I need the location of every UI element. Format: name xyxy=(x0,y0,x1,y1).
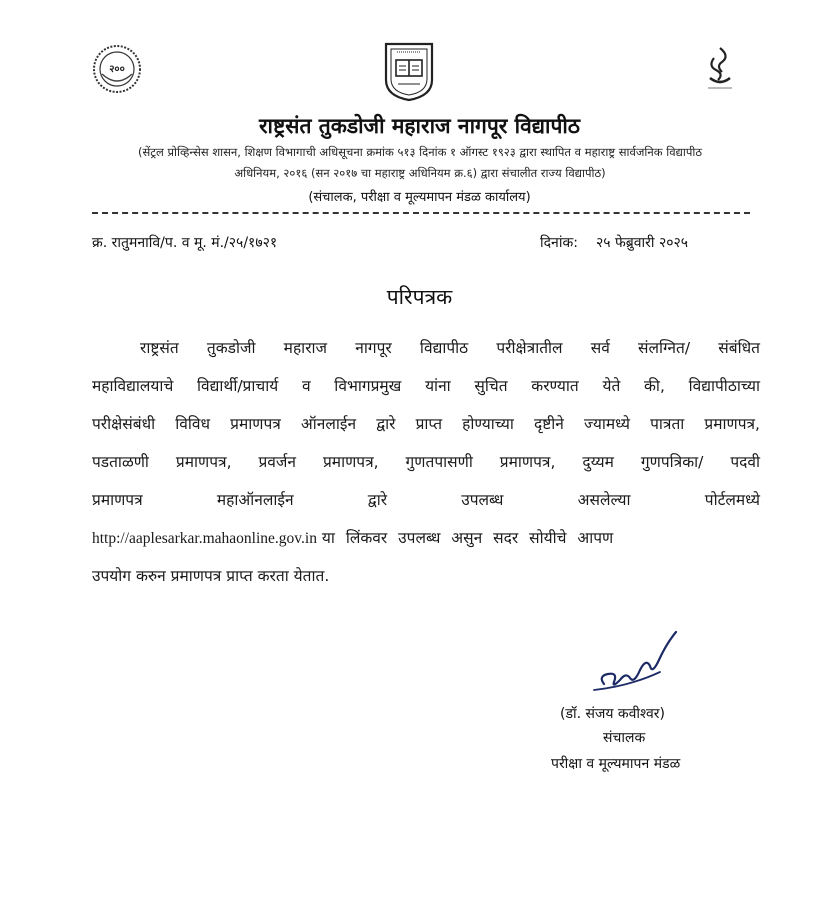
body-line-5: प्रमाणपत्र महाऑनलाईन द्वारे उपलब्ध असलेल्या पोर्टलमध्ये xyxy=(92,491,760,509)
seal-number: २०० xyxy=(109,64,125,75)
document-title: परिपत्रक xyxy=(386,285,453,309)
header-divider xyxy=(92,212,750,214)
signatory-designation: संचालक xyxy=(603,730,646,746)
body-line-6-text: या लिंकवर उपलब्ध असुन सदर सोयीचे आपण xyxy=(321,529,614,547)
body-line-1: राष्ट्रसंत तुकडोजी महाराज नागपूर विद्यापीठ परीक्षेत्रातील सर्व संलग्नित/ संबंधित xyxy=(140,339,760,357)
body-line-2: महाविद्यालयाचे विद्यार्थी/प्राचार्य व विभागप्रमुख यांना सुचित करण्यात येते की, विद्यापीठाच्या xyxy=(92,377,760,395)
university-emblem-icon xyxy=(382,40,436,102)
university-name: राष्ट्रसंत तुकडोजी महाराज नागपूर विद्यापीठ xyxy=(258,114,581,138)
reference-number: क्र. रातुमनावि/प. व मू. मं./२५/१७२१ xyxy=(92,235,278,251)
date-value: २५ फेब्रुवारी २०२५ xyxy=(595,235,689,251)
office-name: (संचालक, परीक्षा व मूल्यमापन मंडळ कार्यालय) xyxy=(308,190,531,205)
centenary-seal-icon xyxy=(92,44,142,94)
portal-link[interactable]: http://aaplesarkar.mahaonline.gov.in xyxy=(92,530,317,547)
date-label: दिनांक: xyxy=(540,235,578,251)
signatory-department: परीक्षा व मूल्यमापन मंडळ xyxy=(551,756,681,772)
signatory-name: (डॉ. संजय कवीश्वर) xyxy=(560,706,665,722)
establishment-line-1: (सेंट्रल प्रोव्हिन्सेस शासन, शिक्षण विभागाची अधिसूचना क्रमांक ५१३ दिनांक १ ऑगस्ट १९२३ द्वारा स्थापित व महाराष्ट्र सार्वजनिक विद्यापीठ xyxy=(137,145,703,159)
body-line-4: पडताळणी प्रमाणपत्र, प्रवर्जन प्रमाणपत्र, गुणतपासणी प्रमाणपत्र, दुय्यम गुणपत्रिका/ पदवी xyxy=(92,453,760,471)
date-line xyxy=(540,233,688,252)
body-line-6 xyxy=(92,526,760,548)
signature xyxy=(590,624,710,704)
body-line-3: परीक्षेसंबंधी विविध प्रमाणपत्र ऑनलाईन द्वारे प्राप्त होण्याच्या दृष्टीने ज्यामध्ये पात्रता प्रमाणपत्र, xyxy=(92,415,760,433)
body-line-7: उपयोग करुन प्रमाणपत्र प्राप्त करता येतात. xyxy=(92,567,330,585)
establishment-line-2: अधिनियम, २०१६ (सन २०१७ चा महाराष्ट्र अधिनियम क्र.६) द्वारा संचालीत राज्य विद्यापीठ) xyxy=(234,166,606,180)
flame-emblem-icon xyxy=(700,44,740,92)
